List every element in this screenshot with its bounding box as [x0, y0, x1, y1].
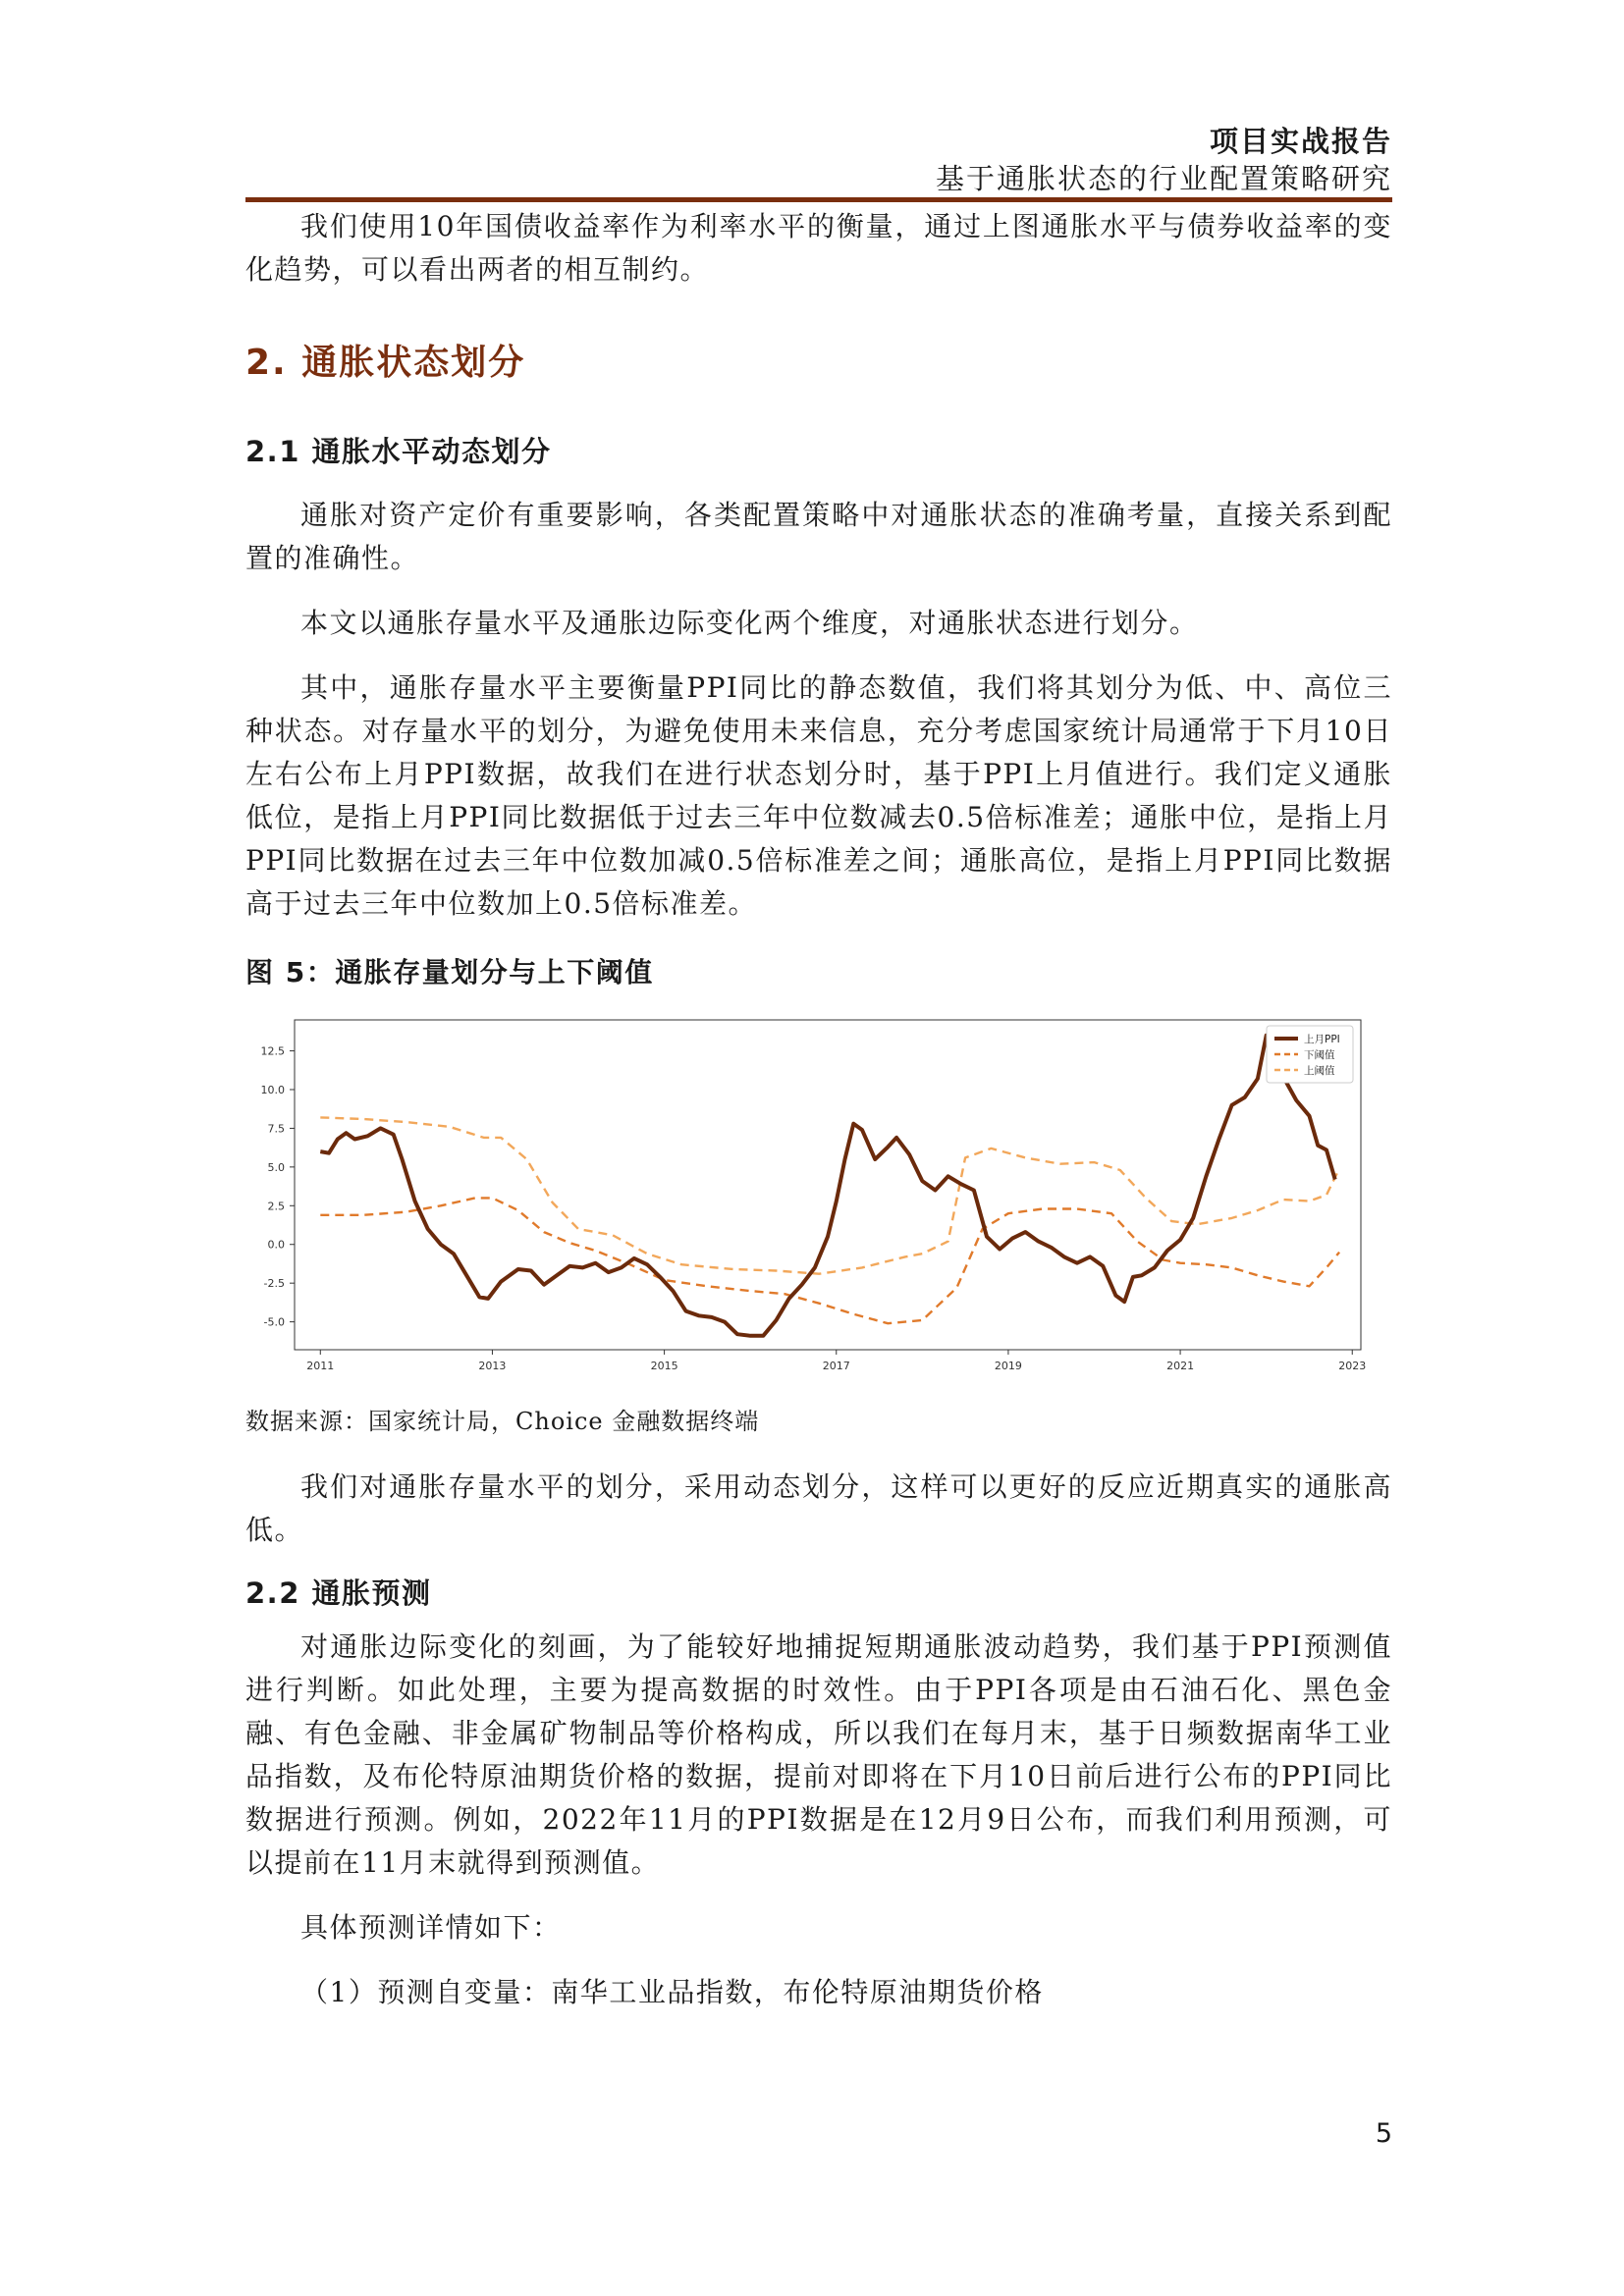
figure-caption: 图 5：通胀存量划分与上下阈值 — [245, 956, 654, 988]
ppi-threshold-chart — [245, 1004, 1375, 1392]
intro-paragraph: 我们使用10年国债收益率作为利率水平的衡量，通过上图通胀水平与债券收益率的变化趋势，可以看出两者的相互制约。 — [245, 210, 1392, 286]
paragraph-7: （1）预测自变量：南华工业品指数，布伦特原油期货价格 — [300, 1976, 1044, 2008]
x-tick-label: 2017 — [822, 1360, 850, 1372]
paragraph-6: 具体预测详情如下： — [300, 1911, 562, 1944]
section-heading-2-2: 2.2 通胀预测 — [245, 1576, 432, 1610]
y-tick-label: 0.0 — [267, 1238, 285, 1252]
y-tick-label: 10.0 — [260, 1083, 285, 1096]
page-number: 5 — [1375, 2118, 1392, 2149]
paragraph-1: 通胀对资产定价有重要影响，各类配置策略中对通胀状态的准确考量，直接关系到配置的准确性。 — [245, 499, 1392, 574]
plot-frame — [295, 1020, 1361, 1350]
x-tick-label: 2013 — [478, 1360, 507, 1372]
section-heading-2: 2. 通胀状态划分 — [245, 343, 526, 383]
y-tick-label: 5.0 — [267, 1160, 285, 1174]
y-tick-label: 7.5 — [267, 1122, 285, 1136]
y-tick-label: 12.5 — [260, 1044, 285, 1058]
legend-label: 上月PPI — [1304, 1034, 1340, 1045]
y-tick-label: -5.0 — [263, 1315, 285, 1329]
section-heading-2-1: 2.1 通胀水平动态划分 — [245, 435, 552, 468]
paragraph-5: 对通胀边际变化的刻画，为了能较好地捕捉短期通胀波动趋势，我们基于PPI预测值进行判断。如此处理，主要为提高数据的时效性。由于PPI各项是由石油石化、黑色金融、有色金融、非金属矿物制品等价格构成，所以我们在每月末，基于日频数据南华工业品指数，及布伦特原油期货价格的数据，提前对即将在下月10日前后进行公布的PPI同比数据进行预测。例如，2022年11月的PPI数据是在12月9日公布，而我们利用预测，可以提前在11月末就得到预测值。 — [245, 1630, 1392, 1879]
x-tick-label: 2021 — [1166, 1360, 1195, 1372]
paragraph-4: 我们对通胀存量水平的划分，采用动态划分，这样可以更好的反应近期真实的通胀高低。 — [245, 1470, 1392, 1546]
paragraph-3: 其中，通胀存量水平主要衡量PPI同比的静态数值，我们将其划分为低、中、高位三种状态。对存量水平的划分，为避免使用未来信息，充分考虑国家统计局通常于下月10日左右公布上月PPI数据，故我们在进行状态划分时，基于PPI上月值进行。我们定义通胀低位，是指上月PPI同比数据低于过去三年中位数减去0.5倍标准差；通胀中位，是指上月PPI同比数据在过去三年中位数加减0.5倍标准差之间；通胀高位，是指上月PPI同比数据高于过去三年中位数加上0.5倍标准差。 — [245, 671, 1392, 920]
y-tick-label: -2.5 — [263, 1277, 285, 1291]
x-tick-label: 2019 — [994, 1360, 1022, 1372]
x-tick-label: 2011 — [306, 1360, 335, 1372]
legend-label: 下阈值 — [1304, 1049, 1335, 1061]
x-tick-label: 2023 — [1338, 1360, 1367, 1372]
paragraph-2: 本文以通胀存量水平及通胀边际变化两个维度，对通胀状态进行划分。 — [300, 607, 1199, 639]
x-tick-label: 2015 — [650, 1360, 678, 1372]
header-subtitle: 基于通胀状态的行业配置策略研究 — [935, 162, 1392, 195]
header-title: 项目实战报告 — [1209, 125, 1392, 158]
figure-source: 数据来源：国家统计局，Choice 金融数据终端 — [245, 1408, 760, 1435]
y-tick-label: 2.5 — [267, 1200, 285, 1213]
page-content — [245, 201, 1392, 2014]
legend-label: 上阈值 — [1304, 1065, 1335, 1077]
